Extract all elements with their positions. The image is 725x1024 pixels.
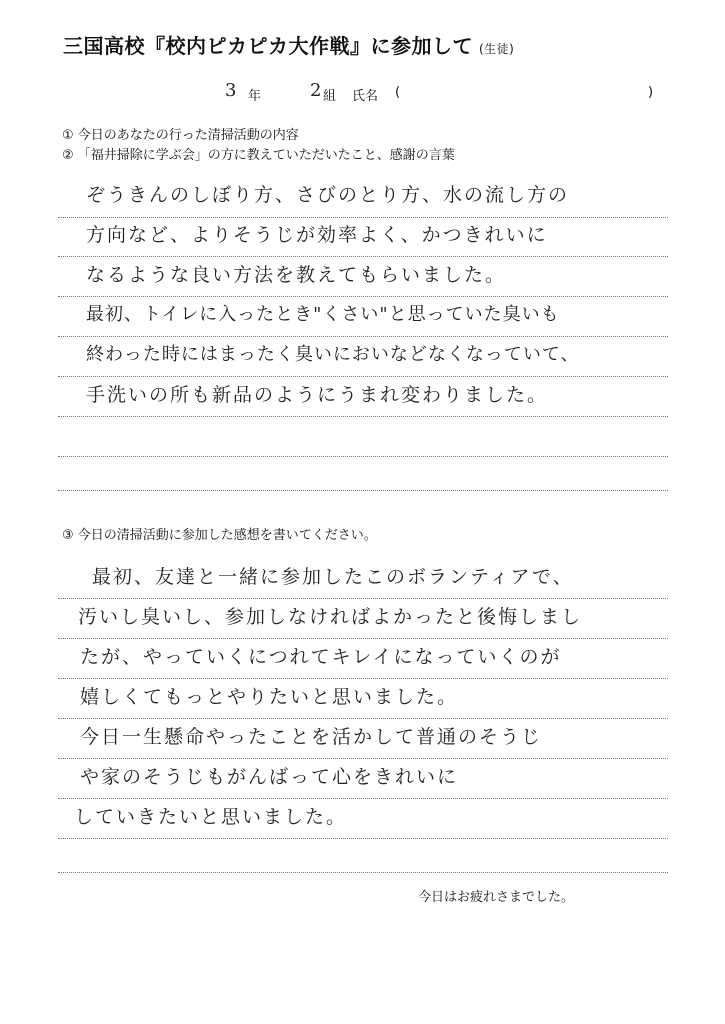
writing-rule xyxy=(58,638,668,639)
answer-line: や家のそうじもがんばって心をきれいに xyxy=(80,766,459,788)
name-paren-close: ) xyxy=(648,85,654,100)
year-value: 3 xyxy=(225,80,237,101)
writing-rule xyxy=(58,217,668,218)
writing-rule xyxy=(58,490,668,491)
writing-rule xyxy=(58,758,668,759)
writing-rule xyxy=(58,296,668,297)
page-title xyxy=(63,30,514,59)
writing-rule xyxy=(58,872,668,873)
answer-line: 嬉しくてもっとやりたいと思いました。 xyxy=(80,686,459,708)
class-value: 2 xyxy=(310,80,322,101)
class-label: 組 xyxy=(323,89,337,104)
writing-rule xyxy=(58,416,668,417)
prompt-activity-content: ① 今日のあなたの行った清掃活動の内容 xyxy=(62,128,299,143)
writing-rule xyxy=(58,598,668,599)
prompt-lessons-thanks: ② 「福井掃除に学ぶ会」の方に教えていただいたこと、感謝の言葉 xyxy=(62,148,455,163)
writing-rule xyxy=(58,798,668,799)
role-label: (生徒) xyxy=(479,42,515,56)
prompt-impressions: ③ 今日の清掃活動に参加した感想を書いてください。 xyxy=(62,528,377,543)
answer-line: ぞうきんのしぼり方、さびのとり方、水の流し方の xyxy=(86,184,570,206)
writing-rule xyxy=(58,376,668,377)
answer-line: 終わった時にはまったく臭いにおいなどなくなっていて、 xyxy=(86,344,580,365)
answer-line: 最初、トイレに入ったとき"くさい"と思っていた臭いも xyxy=(86,304,560,325)
answer-line: 汚いし臭いし、参加しなければよかったと後悔しまし xyxy=(78,606,583,628)
name-label: 氏名 xyxy=(352,89,379,104)
title-text: 三国高校『校内ピカピカ大作戦』に参加して xyxy=(63,34,473,58)
closing-message: 今日はお疲れさまでした。 xyxy=(418,890,575,905)
writing-rule xyxy=(58,256,668,257)
writing-rule xyxy=(58,456,668,457)
answer-line: していきたいと思いました。 xyxy=(74,806,348,828)
writing-rule xyxy=(58,718,668,719)
answer-line: なるような良い方法を教えてもらいました。 xyxy=(86,264,507,286)
answer-line: 方向など、よりそうじが効率よく、かつきれいに xyxy=(86,224,548,246)
writing-rule xyxy=(58,678,668,679)
writing-rule xyxy=(58,838,668,839)
answer-line: 最初、友達と一緒に参加したこのボランティアで、 xyxy=(92,566,574,588)
year-label: 年 xyxy=(248,89,262,104)
answer-line: 手洗いの所も新品のようにうまれ変わりました。 xyxy=(86,384,549,406)
answer-line: たが、やっていくにつれてキレイになっていくのが xyxy=(80,646,562,668)
answer-line: 今日一生懸命やったことを活かして普通のそうじ xyxy=(80,726,543,748)
name-paren-open: ( xyxy=(395,85,401,100)
writing-rule xyxy=(58,336,668,337)
